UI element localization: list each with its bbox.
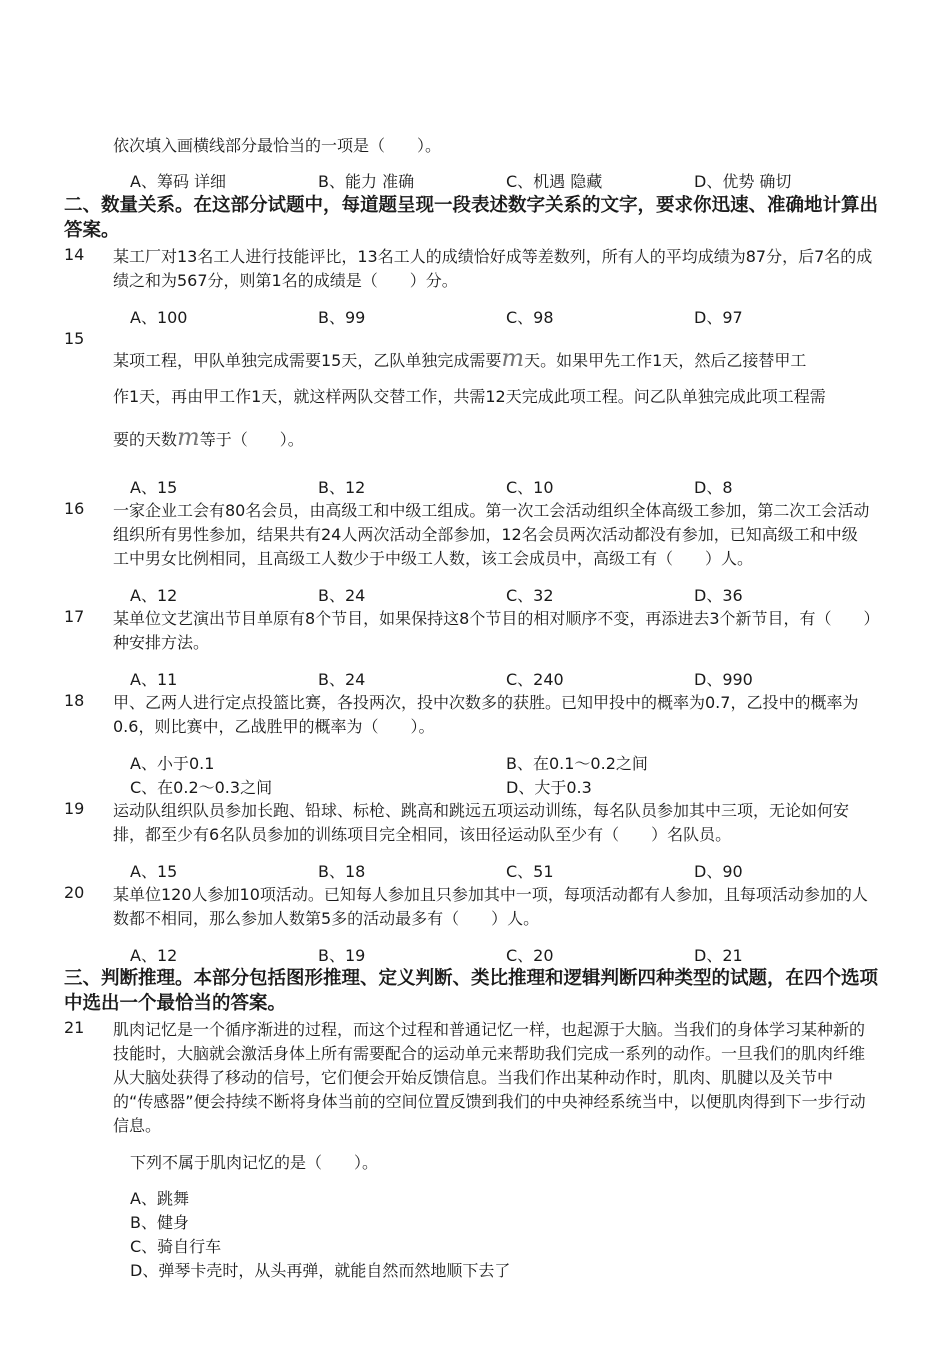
q17-option-d[interactable]: D、990 [694, 670, 753, 689]
q21-option-d[interactable]: D、弹琴卡壳时，从头再弹，就能自然而然地顺下去了 [130, 1261, 511, 1280]
q21-option-c[interactable]: C、骑自行车 [130, 1237, 222, 1256]
q15-line-3-post: 等于（ ）。 [199, 430, 304, 449]
q17-number: 17 [64, 607, 85, 626]
q21-number: 21 [64, 1018, 85, 1037]
q18-option-b[interactable]: B、在0.1～0.2之间 [506, 754, 648, 773]
q15-line-1 [113, 344, 806, 372]
q14-option-b[interactable]: B、99 [318, 308, 366, 327]
q14-number: 14 [64, 245, 85, 264]
q19-option-b[interactable]: B、18 [318, 862, 366, 881]
q13-option-d[interactable]: D、优势 确切 [694, 172, 792, 191]
q20-option-a[interactable]: A、12 [130, 946, 178, 965]
q15-option-c[interactable]: C、10 [506, 478, 554, 497]
q14-option-c[interactable]: C、98 [506, 308, 554, 327]
q13-option-c[interactable]: C、机遇 隐藏 [506, 172, 603, 191]
q13-option-a[interactable]: A、筹码 详细 [130, 172, 227, 191]
q13-stem: 依次填入画横线部分最恰当的一项是（ ）。 [113, 136, 442, 155]
q17-stem: 某单位文艺演出节目单原有8个节目，如果保持这8个节目的相对顺序不变，再添进去3个新节目，有（ ）种安排方法。 [113, 609, 872, 652]
q17-option-c[interactable]: C、240 [506, 670, 564, 689]
q16-option-b[interactable]: B、24 [318, 586, 366, 605]
q15-option-b[interactable]: B、12 [318, 478, 366, 497]
q20-number: 20 [64, 883, 85, 902]
section-2-heading: 二、数量关系。在这部分试题中，每道题呈现一段表述数字关系的文字，要求你迅速、准确地计算出答案。 [64, 195, 879, 241]
q19-option-d[interactable]: D、90 [694, 862, 743, 881]
q21-stem: 下列不属于肌肉记忆的是（ ）。 [130, 1153, 379, 1172]
q16-option-d[interactable]: D、36 [694, 586, 743, 605]
q16-stem: 一家企业工会有80名会员，由高级工和中级工组成。第一次工会活动组织全体高级工参加，第二次工会活动组织所有男性参加，结果共有24人两次活动全部参加，12名会员两次活动都没有参加，已知高级工和中级工中男女比例相同，且高级工人数少于中级工人数，该工会成员中，高级工有（ ）人。 [113, 501, 870, 568]
q20-option-b[interactable]: B、19 [318, 946, 366, 965]
q21-option-b[interactable]: B、健身 [130, 1213, 189, 1232]
q15-option-a[interactable]: A、15 [130, 478, 178, 497]
q21-option-a[interactable]: A、跳舞 [130, 1189, 189, 1208]
q15-variable-m-2: m [177, 423, 200, 451]
q18-option-d[interactable]: D、大于0.3 [506, 778, 592, 797]
section-3-heading: 三、判断推理。本部分包括图形推理、定义判断、类比推理和逻辑判断四种类型的试题，在四个选项中选出一个最恰当的答案。 [64, 968, 879, 1014]
q16-number: 16 [64, 499, 85, 518]
q20-option-d[interactable]: D、21 [694, 946, 743, 965]
q16-option-c[interactable]: C、32 [506, 586, 554, 605]
q15-option-d[interactable]: D、8 [694, 478, 733, 497]
q19-number: 19 [64, 799, 85, 818]
q20-stem: 某单位120人参加10项活动。已知每人参加且只参加其中一项，每项活动都有人参加，且每项活动参加的人数都不相同，那么参加人数第5多的活动最多有（ ）人。 [113, 885, 868, 928]
q21-passage: 肌肉记忆是一个循序渐进的过程，而这个过程和普通记忆一样，也起源于大脑。当我们的身体学习某种新的技能时，大脑就会激活身体上所有需要配合的运动单元来帮助我们完成一系列的动作。一旦我们的肌肉纤维从大脑处获得了移动的信号，它们便会开始反馈信息。当我们作出某种动作时，肌肉、肌腱以及关节中的“传感器”便会持续不断将身体当前的空间位置反馈到我们的中央神经系统当中，以便肌肉得到下一步行动信息。 [113, 1020, 866, 1135]
q13-option-b[interactable]: B、能力 准确 [318, 172, 415, 191]
q15-number: 15 [64, 329, 85, 348]
q17-option-a[interactable]: A、11 [130, 670, 178, 689]
q15-line-1-pre: 某项工程，甲队单独完成需要15天，乙队单独完成需要 [113, 351, 502, 370]
q18-number: 18 [64, 691, 85, 710]
q19-stem: 运动队组织队员参加长跑、铅球、标枪、跳高和跳远五项运动训练，每名队员参加其中三项，无论如何安排，都至少有6名队员参加的训练项目完全相同，该田径运动队至少有（ ）名队员。 [113, 801, 850, 844]
q15-line-2: 作1天，再由甲工作1天，就这样两队交替工作，共需12天完成此项工程。问乙队单独完成此项工程需 [113, 387, 826, 406]
q18-option-c[interactable]: C、在0.2～0.3之间 [130, 778, 273, 797]
q18-option-a[interactable]: A、小于0.1 [130, 754, 215, 773]
q14-option-a[interactable]: A、100 [130, 308, 188, 327]
q17-option-b[interactable]: B、24 [318, 670, 366, 689]
q18-stem: 甲、乙两人进行定点投篮比赛，各投两次，投中次数多的获胜。已知甲投中的概率为0.7，乙投中的概率为0.6，则比赛中，乙战胜甲的概率为（ ）。 [113, 693, 859, 736]
q19-option-a[interactable]: A、15 [130, 862, 178, 881]
q15-line-3 [113, 423, 304, 451]
q16-option-a[interactable]: A、12 [130, 586, 178, 605]
q15-variable-m: m [501, 344, 525, 372]
q14-option-d[interactable]: D、97 [694, 308, 743, 327]
q20-option-c[interactable]: C、20 [506, 946, 554, 965]
q15-line-3-pre: 要的天数 [113, 430, 178, 449]
q15-line-1-post: 天。如果甲先工作1天，然后乙接替甲工 [524, 351, 807, 370]
q19-option-c[interactable]: C、51 [506, 862, 554, 881]
q14-stem: 某工厂对13名工人进行技能评比，13名工人的成绩恰好成等差数列，所有人的平均成绩为87分，后7名的成绩之和为567分，则第1名的成绩是（ ）分。 [113, 247, 873, 290]
